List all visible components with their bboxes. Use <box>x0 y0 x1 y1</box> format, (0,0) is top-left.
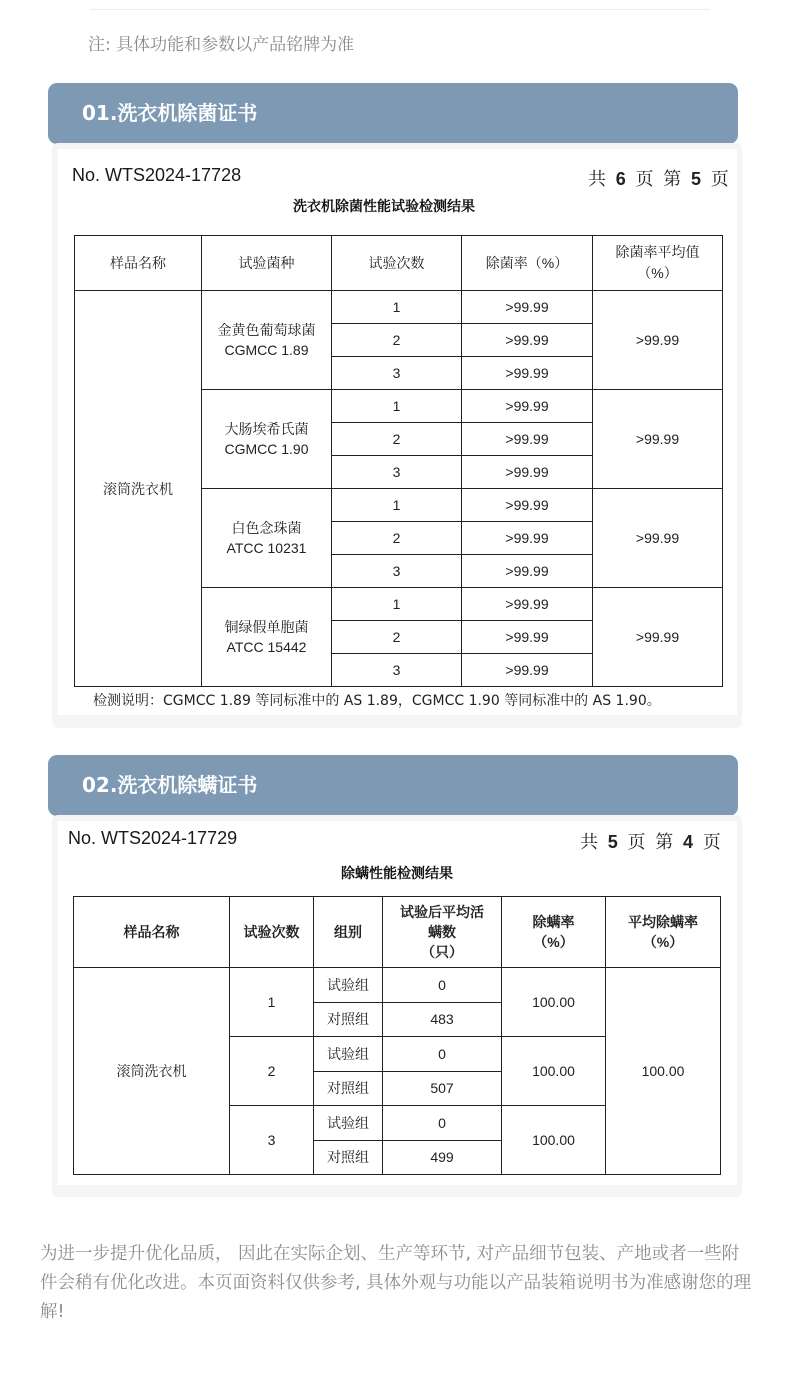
rate-cell: >99.99 <box>462 522 593 555</box>
rate-cell: >99.99 <box>462 324 593 357</box>
header-average-rate: 除菌率平均值 （%） <box>593 236 723 291</box>
header-sample-name: 样品名称 <box>74 897 230 968</box>
section2-report-title: 除螨性能检测结果 <box>341 866 453 882</box>
strain-cell: 铜绿假单胞菌 ATCC 15442 <box>202 588 332 687</box>
trial-cell: 3 <box>332 555 462 588</box>
header-average-mite-rate: 平均除螨率 （%） <box>606 897 721 968</box>
rate-cell: >99.99 <box>462 555 593 588</box>
average-cell: >99.99 <box>593 489 723 588</box>
average-cell: >99.99 <box>593 588 723 687</box>
count-cell: 499 <box>383 1140 502 1175</box>
trial-cell: 1 <box>332 588 462 621</box>
trial-cell: 2 <box>230 1037 314 1106</box>
rate-cell: >99.99 <box>462 588 593 621</box>
section1-banner: 01.洗衣机除菌证书 <box>48 83 738 144</box>
trial-cell: 1 <box>332 489 462 522</box>
group-cell: 对照组 <box>314 1140 383 1175</box>
trial-cell: 3 <box>230 1106 314 1175</box>
strain-cell: 白色念珠菌 ATCC 10231 <box>202 489 332 588</box>
count-cell: 483 <box>383 1002 502 1037</box>
group-cell: 对照组 <box>314 1002 383 1037</box>
table-header-row <box>75 236 723 291</box>
trial-cell: 3 <box>332 456 462 489</box>
section2-doc-number: No. WTS2024-17729 <box>68 828 238 848</box>
count-cell: 0 <box>383 1037 502 1072</box>
rate-cell: >99.99 <box>462 489 593 522</box>
spec-note: 注: 具体功能和参数以产品铭牌为准 <box>88 35 355 55</box>
group-cell: 试验组 <box>314 1106 383 1141</box>
sample-name-cell: 滚筒洗衣机 <box>75 291 202 687</box>
group-cell: 试验组 <box>314 968 383 1003</box>
trial-cell: 2 <box>332 522 462 555</box>
rate-cell: >99.99 <box>462 357 593 390</box>
strain-cell: 金黄色葡萄球菌 CGMCC 1.89 <box>202 291 332 390</box>
rate-cell: >99.99 <box>462 621 593 654</box>
trial-cell: 1 <box>332 291 462 324</box>
average-cell: >99.99 <box>593 390 723 489</box>
table-header-row <box>74 897 721 968</box>
header-sample-name: 样品名称 <box>75 236 202 291</box>
section1-report-title: 洗衣机除菌性能试验检测结果 <box>293 199 475 215</box>
trial-cell: 1 <box>230 968 314 1037</box>
top-divider <box>90 9 710 10</box>
header-trial-count: 试验次数 <box>230 897 314 968</box>
section2-banner: 02.洗衣机除螨证书 <box>48 755 738 816</box>
count-cell: 0 <box>383 1106 502 1141</box>
trial-cell: 2 <box>332 621 462 654</box>
average-cell: >99.99 <box>593 291 723 390</box>
sample-name-cell: 滚筒洗衣机 <box>74 968 230 1175</box>
trial-cell: 3 <box>332 357 462 390</box>
count-cell: 507 <box>383 1071 502 1106</box>
rate-cell: >99.99 <box>462 291 593 324</box>
table-row <box>75 291 723 324</box>
rate-cell: >99.99 <box>462 456 593 489</box>
header-mite-rate: 除螨率 （%） <box>502 897 606 968</box>
trial-cell: 3 <box>332 654 462 687</box>
rate-cell: 100.00 <box>502 1106 606 1175</box>
trial-cell: 1 <box>332 390 462 423</box>
rate-cell: 100.00 <box>502 968 606 1037</box>
average-cell: 100.00 <box>606 968 721 1175</box>
group-cell: 试验组 <box>314 1037 383 1072</box>
rate-cell: 100.00 <box>502 1037 606 1106</box>
section1-page-info: 共 6 页 第 5 页 <box>588 169 731 190</box>
trial-cell: 2 <box>332 423 462 456</box>
group-cell: 对照组 <box>314 1071 383 1106</box>
rate-cell: >99.99 <box>462 423 593 456</box>
header-strain: 试验菌种 <box>202 236 332 291</box>
table-row <box>74 968 721 1003</box>
header-group: 组别 <box>314 897 383 968</box>
disclaimer-text: 为进一步提升优化品质， 因此在实际企划、生产等环节, 对产品细节包装、产地或者一些附件会稍有优化改进。本页面资料仅供参考, 具体外观与功能以产品装箱说明书为准感谢您的理解! <box>40 1244 752 1322</box>
rate-cell: >99.99 <box>462 390 593 423</box>
section1-doc-number: No. WTS2024-17728 <box>72 165 242 185</box>
header-sterilization-rate: 除菌率（%） <box>462 236 593 291</box>
strain-cell: 大肠埃希氏菌 CGMCC 1.90 <box>202 390 332 489</box>
header-trial-count: 试验次数 <box>332 236 462 291</box>
rate-cell: >99.99 <box>462 654 593 687</box>
section2-page-info: 共 5 页 第 4 页 <box>580 832 723 853</box>
count-cell: 0 <box>383 968 502 1003</box>
sterilization-results-table <box>74 235 723 687</box>
header-mite-count: 试验后平均活 螨数 （只） <box>383 897 502 968</box>
mite-removal-results-table <box>73 896 721 1175</box>
section1-footnote: 检测说明：CGMCC 1.89 等同标准中的 AS 1.89，CGMCC 1.90 等同标准中的 AS 1.90。 <box>93 693 661 709</box>
trial-cell: 2 <box>332 324 462 357</box>
